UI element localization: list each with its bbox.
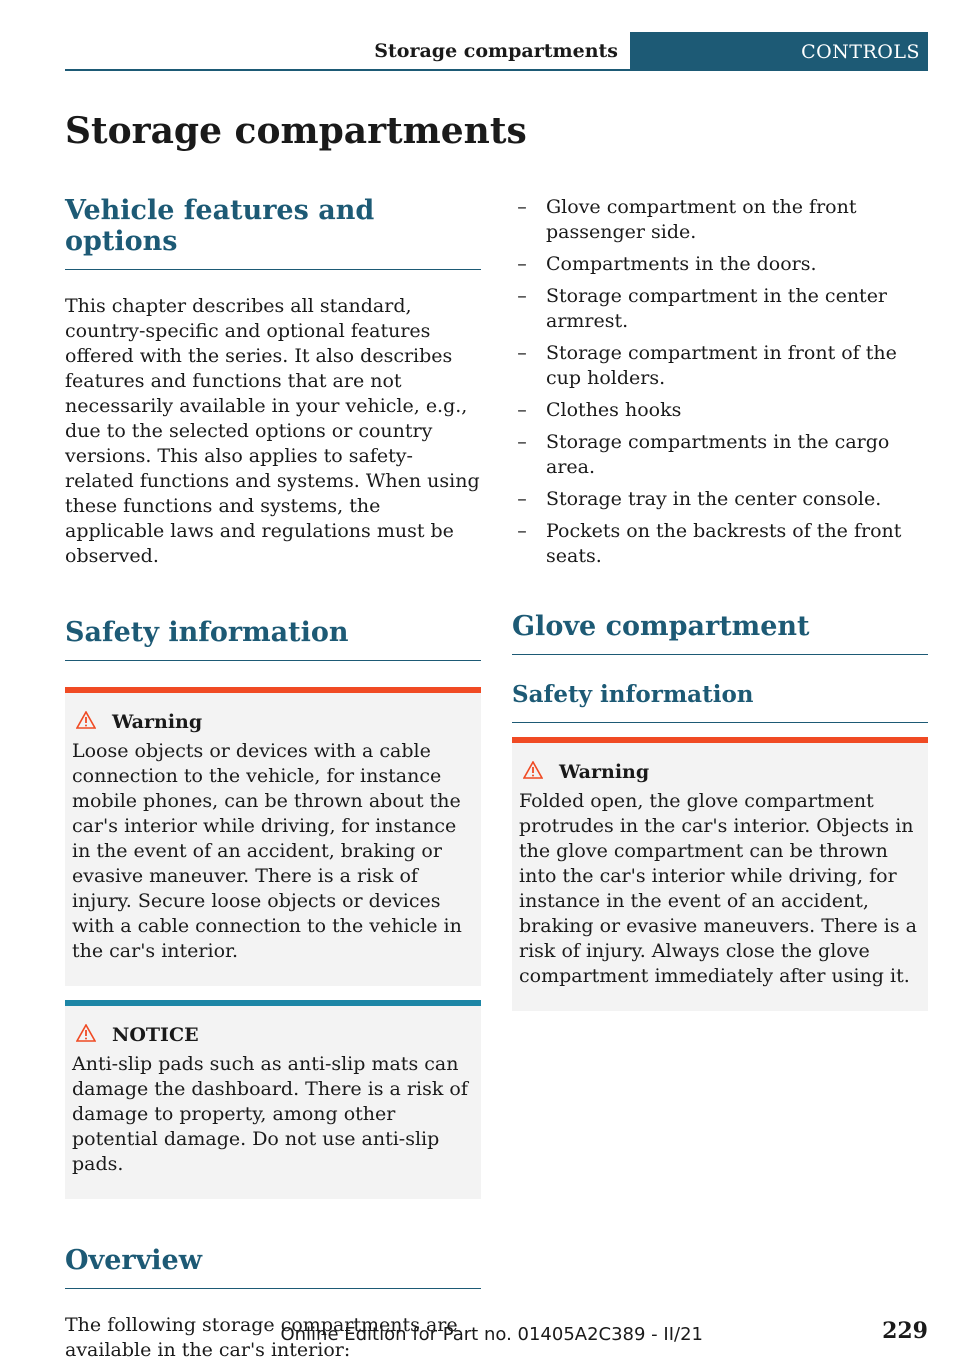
list-item: – Glove compartment on the front passenger side. <box>517 196 857 243</box>
list-item: – Storage compartment in front of the cup holders. <box>517 342 897 389</box>
glove-warning-text: Folded open, the glove compartment protrudes in the car's interior. Objects in the glove compartment can be thrown into the car's interior while driving, for instance in the event of an accident, braking or evasive maneuvers. There is a risk of injury. Always close the glove compartment immediately after using it. <box>519 790 917 987</box>
header-section-title: Storage compartments <box>65 32 630 71</box>
overview-body: The following storage compartments are available in the car's interior: <box>65 1314 458 1361</box>
left-column <box>65 195 481 1363</box>
notice-label: NOTICE <box>112 1024 199 1046</box>
heading-safety-information: Safety information <box>65 617 481 661</box>
glove-warning-box <box>512 737 928 1011</box>
page-number: 229 <box>882 1318 928 1344</box>
edition-note: Online Edition for Part no. 01405A2C389 - II/21 <box>280 1324 703 1345</box>
warning-triangle-icon <box>523 761 549 783</box>
warning-triangle-icon <box>76 1024 102 1046</box>
warning-label: Warning <box>112 711 203 733</box>
list-item: – Clothes hooks <box>517 399 682 421</box>
notice-box <box>65 1000 481 1199</box>
heading-vehicle-features: Vehicle features and options <box>65 195 481 270</box>
notice-text: Anti-slip pads such as anti-slip mats can damage the dashboard. There is a risk of damage to property, among other potential damage. Do not use anti-slip pads. <box>72 1053 468 1175</box>
glove-warning-header <box>519 761 921 783</box>
warning-text: Loose objects or devices with a cable connection to the vehicle, for instance mobile phones, can be thrown about the car's interior while driving, for instance in the event of an accident, braking or evasive maneuver. There is a risk of injury. Secure loose objects or devices with a cable connection to the vehicle in the car's interior. <box>72 740 462 962</box>
right-column <box>512 195 928 1011</box>
vehicle-features-body: This chapter describes all standard, country-specific and optional features offered with the series. It also describes features and functions that are not necessarily available in your vehicle, e.g., due to the selected options or country versions. This also applies to safety-related functions and systems. When using these functions and systems, the applicable laws and regulations must be observed. <box>65 295 480 567</box>
list-item: – Storage compartments in the cargo area. <box>517 431 890 478</box>
running-header <box>65 32 928 71</box>
header-chapter-tab: CONTROLS <box>630 32 928 71</box>
heading-glove-safety: Safety information <box>512 681 928 723</box>
list-item: – Storage tray in the center console. <box>517 488 882 510</box>
warning-triangle-icon <box>76 711 102 733</box>
list-item: – Pockets on the backrests of the front seats. <box>517 520 902 567</box>
page-footer <box>0 1318 928 1348</box>
page-title: Storage compartments <box>65 110 527 152</box>
notice-header <box>72 1024 474 1046</box>
heading-glove-compartment: Glove compartment <box>512 611 928 655</box>
warning-header <box>72 711 474 733</box>
heading-overview: Overview <box>65 1245 481 1289</box>
storage-list <box>512 195 928 569</box>
list-item: – Storage compartment in the center armrest. <box>517 285 888 332</box>
glove-warning-label: Warning <box>559 761 650 783</box>
list-item: – Compartments in the doors. <box>517 253 817 275</box>
warning-box <box>65 687 481 986</box>
